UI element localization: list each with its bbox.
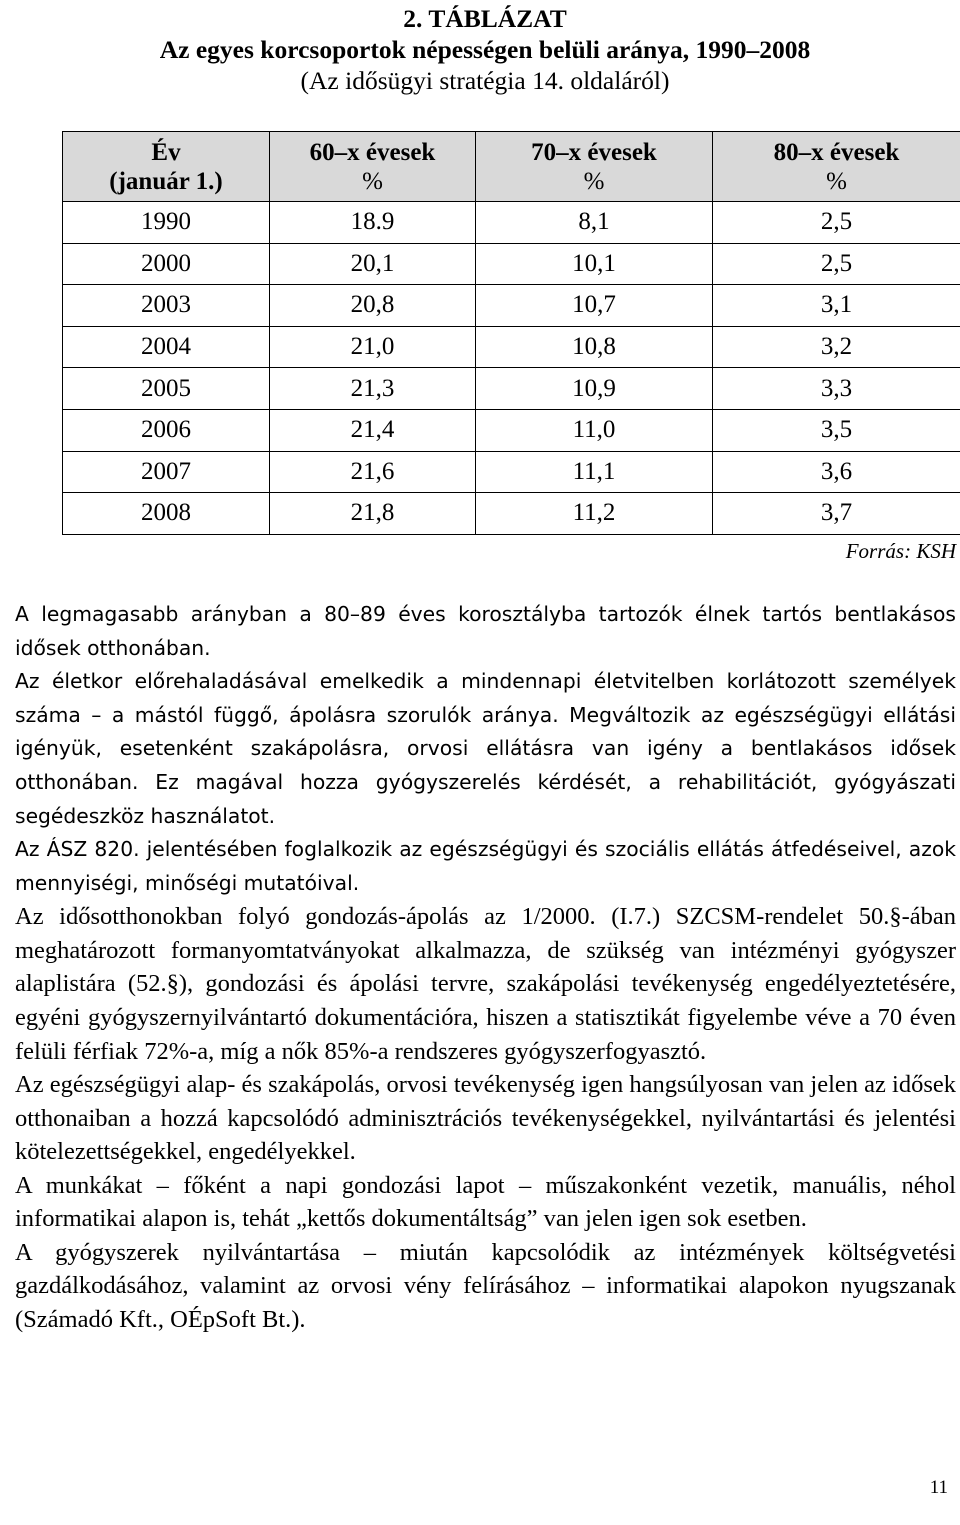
paragraph: Az egészségügyi alap- és szakápolás, orvosi tevékenység igen hangsúlyosan van jelen az idősek otthonaiban a hozzá kapcsolódó adminisztrációs tevékenységekkel, nyilvántartási és jelentési kötelezettségekkel, engedélyekkel.: [15, 1071, 956, 1166]
value-cell-80plus: 3,7: [713, 493, 960, 535]
value-cell-70plus: 10,7: [476, 285, 713, 327]
paragraph: Az idősotthonokban folyó gondozás-ápolás az 1/2000. (I.7.) SZCSM-rendelet 50.§-ában meghatározott formanyomtatványokat alkalmazza, de szükség van intézményi gyógyszer alaplistára (52.§), gondozási és ápolási tervre, szakápolási tevékenység engedélyeztetésére, egyéni gyógyszernyilvántartó dokumentációra, hiszen a statisztikát figyelembe véve a 70 éven felüli férfiak 72%-a, míg a nők 85%-a rendszeres gyógyszerfogyasztó.: [15, 903, 956, 1065]
value-cell-70plus: 10,9: [476, 368, 713, 410]
year-cell: 2000: [63, 243, 270, 285]
table-row: [63, 326, 960, 368]
data-table: [62, 131, 960, 535]
table-title: Az egyes korcsoportok népességen belüli aránya, 1990–2008: [159, 35, 811, 64]
value-cell-60plus: 21,3: [270, 368, 476, 410]
column-header-label: 60–x évesek: [309, 138, 436, 166]
column-header-unit: %: [826, 167, 847, 195]
column-header-label: Év: [151, 138, 181, 166]
page-number: 11: [929, 1477, 948, 1498]
table-header-row: [63, 132, 960, 202]
column-header-unit: %: [362, 167, 383, 195]
table-source: Forrás: KSH: [845, 539, 956, 563]
body-text: [15, 598, 956, 1336]
value-cell-80plus: 3,2: [713, 326, 960, 368]
value-cell-60plus: 21,8: [270, 493, 476, 535]
year-cell: 2008: [63, 493, 270, 535]
value-cell-80plus: 3,1: [713, 285, 960, 327]
value-cell-60plus: 21,4: [270, 409, 476, 451]
year-cell: 2005: [63, 368, 270, 410]
table-row: [63, 368, 960, 410]
column-header-70plus: [476, 132, 713, 202]
year-cell: 2006: [63, 409, 270, 451]
table-row: [63, 409, 960, 451]
column-header-60plus: [270, 132, 476, 202]
paragraph: Az ÁSZ 820. jelentésében foglalkozik az egészségügyi és szociális ellátás átfedéseivel, azok mennyiségi, minőségi mutatóival.: [15, 837, 956, 895]
table-number: 2. TÁBLÁZAT: [403, 4, 567, 33]
column-header-year: [63, 132, 270, 202]
value-cell-70plus: 11,1: [476, 451, 713, 493]
year-cell: 1990: [63, 202, 270, 244]
value-cell-80plus: 3,6: [713, 451, 960, 493]
value-cell-60plus: 18.9: [270, 202, 476, 244]
value-cell-80plus: 3,5: [713, 409, 960, 451]
value-cell-70plus: 11,0: [476, 409, 713, 451]
value-cell-60plus: 20,1: [270, 243, 476, 285]
value-cell-80plus: 2,5: [713, 202, 960, 244]
value-cell-60plus: 21,6: [270, 451, 476, 493]
value-cell-70plus: 10,1: [476, 243, 713, 285]
paragraph: A munkákat – főként a napi gondozási lapot – műszakonként vezetik, manuális, néhol informatikai alapon is, tehát „kettős dokumentáltság” van jelen igen sok esetben.: [15, 1171, 956, 1233]
column-header-80plus: [713, 132, 960, 202]
header: [0, 3, 960, 96]
year-cell: 2003: [63, 285, 270, 327]
column-header-label: 70–x évesek: [531, 138, 657, 166]
value-cell-70plus: 10,8: [476, 326, 713, 368]
year-cell: 2007: [63, 451, 270, 493]
paragraph: A legmagasabb arányban a 80–89 éves korosztályba tartozók élnek tartós bentlakásos idősek otthonában.: [15, 602, 956, 660]
column-header-unit: %: [583, 167, 605, 195]
value-cell-60plus: 20,8: [270, 285, 476, 327]
column-header-sublabel: (január 1.): [109, 167, 223, 195]
table-row: [63, 202, 960, 244]
table-subtitle: (Az idősügyi stratégia 14. oldaláról): [300, 66, 670, 95]
table-row: [63, 493, 960, 535]
value-cell-70plus: 11,2: [476, 493, 713, 535]
paragraph: Az életkor előrehaladásával emelkedik a mindennapi életvitelben korlátozott személyek száma – a mástól függő, ápolásra szorulók aránya. Megváltozik az egészségügyi ellátási igényük, esetenként szakápolásra, orvosi ellátásra van igény a bentlakásos idősek otthonában. Ez magával hozza gyógyszerelés kérdését, a rehabilitációt, gyógyászati segédeszköz használatot.: [15, 669, 956, 828]
column-header-label: 80–x évesek: [773, 138, 900, 166]
value-cell-60plus: 21,0: [270, 326, 476, 368]
value-cell-80plus: 2,5: [713, 243, 960, 285]
paragraph: A gyógyszerek nyilvántartása – miután kapcsolódik az intézmények költségvetési gazdálkodásához, valamint az orvosi vény felírásához – informatikai alapokon nyugszanak (Számadó Kft., OÉpSoft Bt.).: [15, 1238, 956, 1333]
table-row: [63, 243, 960, 285]
value-cell-80plus: 3,3: [713, 368, 960, 410]
year-cell: 2004: [63, 326, 270, 368]
table-row: [63, 451, 960, 493]
table-row: [63, 285, 960, 327]
value-cell-70plus: 8,1: [476, 202, 713, 244]
